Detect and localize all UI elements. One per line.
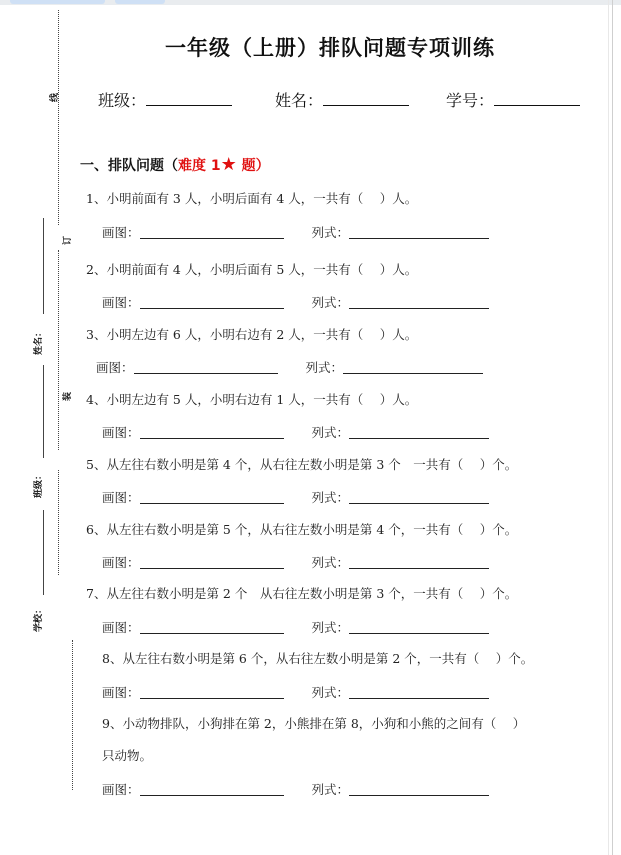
binding-underline-class: [43, 365, 44, 458]
student-id-label: 学号：: [446, 91, 495, 110]
answer-row-1: [102, 223, 489, 241]
draw-label: 画图：: [102, 490, 140, 505]
formula-blank[interactable]: [349, 307, 489, 309]
question-9-continuation: 只动物。: [102, 748, 153, 763]
question-3: 3、小明左边有 6 人，小明右边有 2 人，一共有（ ）人。: [86, 327, 418, 342]
question-2: 2、小明前面有 4 人，小明后面有 5 人，一共有（ ）人。: [86, 262, 418, 277]
answer-row-7: [102, 618, 489, 636]
draw-label: 画图：: [102, 425, 140, 440]
formula-label: 列式：: [311, 782, 350, 797]
binding-dotted-line: [58, 470, 59, 575]
question-8: 8、从左往右数小明是第 6 个，从右往左数小明是第 2 个，一共有（ ）个。: [102, 651, 534, 666]
question-6: 6、从左往右数小明是第 5 个，从右往左数小明是第 4 个，一共有（ ）个。: [86, 522, 518, 537]
binding-mark-zhuang: 装: [63, 391, 74, 402]
class-field[interactable]: [98, 88, 232, 111]
answer-row-6: [102, 553, 489, 571]
star-icon: ★: [220, 154, 237, 175]
name-field[interactable]: [275, 88, 409, 111]
formula-label: 列式：: [311, 425, 350, 440]
formula-blank[interactable]: [349, 237, 489, 239]
difficulty-label: 难度 1: [178, 158, 221, 174]
answer-row-2: [102, 293, 489, 311]
draw-blank[interactable]: [140, 307, 284, 309]
margin-name-label: 姓名：: [34, 327, 45, 356]
answer-row-8: [102, 683, 489, 701]
binding-mark-ding: 订: [63, 235, 74, 246]
answer-row-9: [102, 780, 489, 798]
draw-blank[interactable]: [140, 502, 284, 504]
class-label: 班级：: [98, 91, 147, 110]
binding-dotted-line: [58, 250, 59, 450]
answer-row-5: [102, 488, 489, 506]
formula-blank[interactable]: [349, 502, 489, 504]
binding-mark-line: 线: [50, 92, 61, 103]
draw-blank[interactable]: [140, 567, 284, 569]
name-blank[interactable]: [323, 91, 409, 106]
draw-label: 画图：: [102, 685, 140, 700]
formula-blank[interactable]: [349, 437, 489, 439]
formula-label: 列式：: [311, 295, 350, 310]
toolbar-tab[interactable]: [10, 0, 105, 4]
draw-blank[interactable]: [140, 794, 284, 796]
formula-blank[interactable]: [349, 697, 489, 699]
draw-label: 画图：: [102, 295, 140, 310]
draw-label: 画图：: [102, 225, 140, 240]
binding-dotted-line: [72, 640, 73, 790]
formula-label: 列式：: [305, 360, 344, 375]
formula-blank[interactable]: [349, 632, 489, 634]
class-blank[interactable]: [146, 91, 232, 106]
formula-blank[interactable]: [349, 567, 489, 569]
question-5: 5、从左往右数小明是第 4 个，从右往左数小明是第 3 个 一共有（ ）个。: [86, 457, 518, 472]
answer-row-3: [96, 358, 483, 376]
section-heading: [80, 154, 270, 175]
formula-blank[interactable]: [349, 794, 489, 796]
draw-label: 画图：: [102, 620, 140, 635]
margin-class-label: 班级：: [34, 470, 45, 499]
margin-school-label: 学校：: [34, 604, 45, 633]
section-prefix: 一、排队问题（: [80, 158, 178, 174]
page-edge-line: [612, 0, 613, 855]
draw-blank[interactable]: [134, 372, 278, 374]
page-edge-line: [608, 0, 609, 855]
formula-label: 列式：: [311, 555, 350, 570]
question-9: 9、小动物排队，小狗排在第 2，小熊排在第 8，小狗和小熊的之间有（ ）: [102, 716, 526, 731]
formula-label: 列式：: [311, 490, 350, 505]
draw-blank[interactable]: [140, 437, 284, 439]
section-suffix: 题）: [236, 158, 270, 174]
name-label: 姓名：: [275, 91, 324, 110]
answer-row-4: [102, 423, 489, 441]
draw-blank[interactable]: [140, 697, 284, 699]
student-id-field[interactable]: [446, 88, 580, 111]
draw-label: 画图：: [96, 360, 134, 375]
binding-underline-school: [43, 510, 44, 595]
student-id-blank[interactable]: [494, 91, 580, 106]
draw-label: 画图：: [102, 555, 140, 570]
binding-underline-name: [43, 218, 44, 314]
question-1: 1、小明前面有 3 人，小明后面有 4 人，一共有（ ）人。: [86, 191, 418, 206]
formula-label: 列式：: [311, 620, 350, 635]
formula-label: 列式：: [311, 225, 350, 240]
binding-dotted-line: [58, 10, 59, 225]
toolbar-tab[interactable]: [115, 0, 165, 4]
draw-label: 画图：: [102, 782, 140, 797]
question-7: 7、从左往右数小明是第 2 个 从右往左数小明是第 3 个，一共有（ ）个。: [86, 586, 518, 601]
draw-blank[interactable]: [140, 237, 284, 239]
question-4: 4、小明左边有 5 人，小明右边有 1 人，一共有（ ）人。: [86, 392, 418, 407]
page-title: 一年级（上册）排队问题专项训练: [165, 36, 495, 60]
formula-blank[interactable]: [343, 372, 483, 374]
formula-label: 列式：: [311, 685, 350, 700]
top-toolbar-strip: [0, 0, 621, 5]
draw-blank[interactable]: [140, 632, 284, 634]
